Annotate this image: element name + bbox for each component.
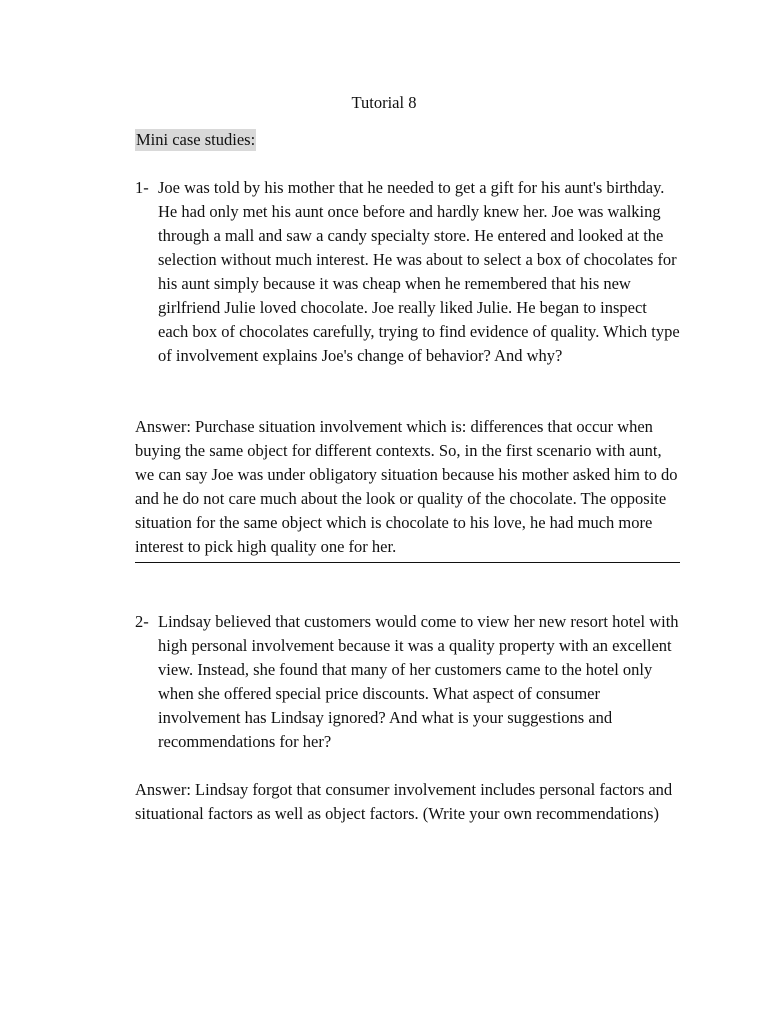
question-number: 2-: [135, 612, 149, 631]
horizontal-divider: [135, 562, 680, 563]
answer-2: Answer: Lindsay forgot that consumer involvement includes personal factors and situational factors as well as object factors. (Write your own recommendations): [135, 780, 673, 823]
question-text: Lindsay believed that customers would come to view her new resort hotel with high personal involvement because it was a quality property with an excellent view. Instead, she found that many of her customers came to the hotel only when she offered special price discounts. What aspect of consumer involvement has Lindsay ignored? And what is your suggestions and recommendations for her?: [158, 612, 679, 751]
question-text: Joe was told by his mother that he needed to get a gift for his aunt's birthday. He had only met his aunt once before and hardly knew her. Joe was walking through a mall and saw a candy specialty store. He entered and looked at the selection without much interest. He was about to select a box of chocolates for his aunt simply because it was cheap when he remembered that his new girlfriend Julie loved chocolate. Joe really liked Julie. He began to inspect each box of chocolates carefully, trying to find evidence of quality. Which type of involvement explains Joe's change of behavior? And why?: [158, 178, 680, 365]
question-1: [135, 176, 680, 368]
page-title: Tutorial 8: [351, 93, 417, 112]
question-2: [135, 610, 680, 754]
answer-1: Answer: Purchase situation involvement which is: differences that occur when buying the same object for different contexts. So, in the first scenario with aunt, we can say Joe was under obligatory situation because his mother asked him to do and he do not care much about the look or quality of the chocolate. The opposite situation for the same object which is chocolate to his love, he had much more interest to pick high quality one for her.: [135, 417, 678, 556]
section-heading: Mini case studies:: [136, 130, 256, 149]
question-number: 1-: [135, 178, 149, 197]
